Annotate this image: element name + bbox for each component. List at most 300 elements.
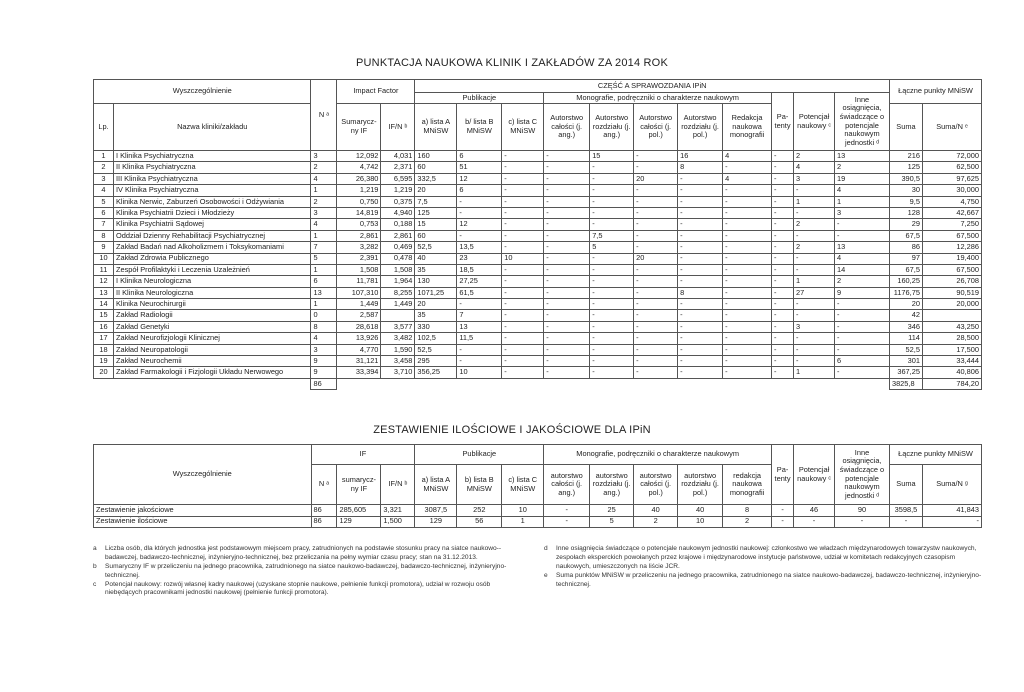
table-cell: 13,926 [337, 333, 381, 344]
table-cell: 16 [94, 321, 114, 332]
unit-name-cell: Zakład Neuropatologii [113, 344, 311, 355]
table-cell: 86 [311, 516, 337, 528]
table-cell: - [723, 253, 772, 264]
table-cell: - [794, 264, 835, 275]
table-cell: 1 [794, 276, 835, 287]
table-cell: 12,286 [922, 242, 981, 253]
table-cell: 3,458 [381, 356, 415, 367]
t2-hdr-lista-a: a) lista A MNiSW [415, 465, 457, 505]
table-cell [723, 378, 772, 389]
table-cell: - [794, 310, 835, 321]
table-cell: - [502, 333, 544, 344]
table-cell: - [502, 162, 544, 173]
table-cell: 15 [590, 151, 634, 162]
table-cell: 1176,75 [889, 287, 922, 298]
table-cell: 2 [794, 219, 835, 230]
footnote: c Potencjał naukowy: rozwój własnej kadry naukowej (uzyskane stopnie naukowe, pełnienie funkcji promotora), udział w rozwoju osób niebędących pracownikami jednostki naukowej (pełnienie funkcji promotora). [93, 580, 491, 597]
table1-title: PUNKTACJA NAUKOWA KLINIK I ZAKŁADÓW ZA 2014 ROK [356, 57, 668, 69]
table-cell: - [634, 151, 678, 162]
table-cell: 0 [311, 310, 337, 321]
table-cell: 2 [723, 516, 772, 528]
table-cell: 13 [457, 321, 502, 332]
table-cell: - [544, 356, 590, 367]
table-cell: - [723, 264, 772, 275]
table-cell: - [723, 162, 772, 173]
table-cell: 62,500 [922, 162, 981, 173]
footnotes-left [93, 545, 518, 598]
table-zestawienie [93, 444, 982, 528]
table-cell: - [634, 333, 678, 344]
t2-hdr-suma: Suma [889, 465, 922, 505]
table-cell: 4,742 [337, 162, 381, 173]
table-cell: 7,5 [590, 230, 634, 241]
table-cell: 3 [835, 207, 890, 218]
table-cell: - [590, 207, 634, 218]
table-cell: 1 [835, 196, 890, 207]
table-cell: 40,806 [922, 367, 981, 378]
table-cell: - [634, 230, 678, 241]
table-cell: - [502, 207, 544, 218]
table-cell: 3,321 [381, 505, 415, 517]
row-label-cell: Zestawienie jakościowe [94, 505, 312, 517]
table-cell: - [502, 299, 544, 310]
table-cell: - [502, 219, 544, 230]
table-cell: 97,625 [922, 173, 981, 184]
t2-hdr-aut-cal-ang: autorstwo całości (j. ang.) [544, 465, 590, 505]
table-cell: - [457, 207, 502, 218]
table-cell: 4,750 [922, 196, 981, 207]
table-cell: 28,500 [922, 333, 981, 344]
hdr-redakcja: Redakcja naukowa monografii [723, 104, 772, 151]
table-cell: - [723, 344, 772, 355]
table-cell: 33,394 [337, 367, 381, 378]
table-cell: 1 [794, 367, 835, 378]
table-row [94, 162, 982, 173]
table-cell: 301 [889, 356, 922, 367]
table-cell: 1 [94, 151, 114, 162]
table-cell: 67,5 [889, 230, 922, 241]
table-cell: - [502, 356, 544, 367]
table-cell: 13 [311, 287, 337, 298]
t2-hdr-wyszczegolnienie: Wyszczególnienie [94, 445, 312, 505]
table-cell: - [794, 185, 835, 196]
table-cell: - [544, 287, 590, 298]
table-cell: 52,5 [889, 344, 922, 355]
footnote: e Suma punktów MNiSW w przeliczeniu na jednego pracownika, zatrudnionego na siatce naukowo-badawczej, badawczo-technicznej, inżynieryjno-technicznej. [544, 571, 982, 588]
hdr-suma: Suma [889, 104, 922, 151]
hdr-aut-cal-ang: Autorstwo całości (j. ang.) [544, 104, 590, 151]
table-row [94, 207, 982, 218]
hdr-n: N ᵃ [311, 80, 337, 151]
table-cell: 2 [794, 151, 835, 162]
table-cell: 60 [415, 230, 457, 241]
table-cell [94, 378, 114, 389]
table-cell: - [772, 219, 794, 230]
table-cell: 60 [415, 162, 457, 173]
table-cell: 1071,25 [415, 287, 457, 298]
total-suma-n: 784,20 [922, 378, 981, 389]
table-cell: 20 [94, 367, 114, 378]
table-cell: - [544, 196, 590, 207]
table-cell: 86 [311, 505, 337, 517]
table-cell: - [772, 505, 794, 517]
table-cell: 2,587 [337, 310, 381, 321]
table-row [94, 505, 982, 517]
table-cell: - [634, 162, 678, 173]
table-cell: - [634, 299, 678, 310]
table-cell: - [678, 253, 723, 264]
table-cell: 3,577 [381, 321, 415, 332]
table-row [94, 264, 982, 275]
table-cell: - [590, 310, 634, 321]
table-punktacja [93, 79, 982, 390]
table-cell: 1 [794, 196, 835, 207]
hdr-laczne: Łączne punkty MNiSW [889, 80, 981, 104]
table-cell: - [590, 287, 634, 298]
table-cell: 42 [889, 310, 922, 321]
table-cell [337, 378, 381, 389]
table-cell: 27,25 [457, 276, 502, 287]
table-cell: - [590, 162, 634, 173]
hdr-czesc-a: CZĘŚĆ A SPRAWOZDANIA IPiN [415, 80, 890, 93]
table-cell [113, 378, 311, 389]
table2-title: ZESTAWIENIE ILOŚCIOWE I JAKOŚCIOWE DLA IPiN [373, 424, 651, 436]
table-cell: 97 [889, 253, 922, 264]
table-cell: 7 [311, 242, 337, 253]
table-cell: - [544, 185, 590, 196]
table-cell: 129 [415, 516, 457, 528]
total-row [94, 378, 982, 389]
hdr-wyszczegolnienie: Wyszczególnienie [94, 80, 311, 104]
table-row [94, 253, 982, 264]
hdr-aut-rozdz-ang: Autorstwo rozdziału (j. ang.) [590, 104, 634, 151]
table-cell: 20 [889, 299, 922, 310]
table-cell: 8 [94, 230, 114, 241]
table-cell: - [678, 207, 723, 218]
table-cell: 1,500 [381, 516, 415, 528]
table-cell: 29 [889, 219, 922, 230]
table-cell: - [590, 173, 634, 184]
hdr-lista-a: a) lista A MNiSW [415, 104, 457, 151]
table-cell [415, 378, 457, 389]
table-cell: 1,508 [381, 264, 415, 275]
table-cell: 3,282 [337, 242, 381, 253]
table-cell: 4 [723, 173, 772, 184]
table-cell: 8 [678, 162, 723, 173]
table-cell: - [772, 253, 794, 264]
t2-hdr-publikacje: Publikacje [415, 445, 544, 465]
unit-name-cell: Klinika Neurochirurgii [113, 299, 311, 310]
table-cell: - [634, 321, 678, 332]
table-cell: 3087,5 [415, 505, 457, 517]
table-cell: 7 [94, 219, 114, 230]
table-cell: 390,5 [889, 173, 922, 184]
table-cell: 125 [889, 162, 922, 173]
table-cell: - [678, 333, 723, 344]
table-cell: 4 [835, 253, 890, 264]
table-cell: 41,843 [922, 505, 981, 517]
hdr-lp: Lp. [94, 104, 114, 151]
table-cell: - [678, 173, 723, 184]
table-row [94, 196, 982, 207]
table-cell: - [835, 333, 890, 344]
table-row [94, 333, 982, 344]
table-cell: - [772, 321, 794, 332]
t2-hdr-if: IF [311, 445, 415, 465]
table-cell: - [835, 344, 890, 355]
table-cell: 14 [94, 299, 114, 310]
table-row [94, 287, 982, 298]
table-cell: 2 [835, 276, 890, 287]
table-cell: - [723, 185, 772, 196]
table-cell: - [794, 333, 835, 344]
table-cell: 130 [415, 276, 457, 287]
table-cell: - [590, 299, 634, 310]
table-cell: 72,000 [922, 151, 981, 162]
table-cell: - [544, 505, 590, 517]
table-cell: 40 [415, 253, 457, 264]
table-cell: - [544, 162, 590, 173]
table-cell: 26,708 [922, 276, 981, 287]
table-cell: 13 [835, 242, 890, 253]
table-cell: 19 [94, 356, 114, 367]
table-cell: - [772, 230, 794, 241]
table-cell: - [835, 310, 890, 321]
table-cell: 6 [835, 356, 890, 367]
table-cell: 6 [457, 185, 502, 196]
table-cell: - [678, 230, 723, 241]
table-row [94, 151, 982, 162]
table2-body [94, 505, 982, 528]
table-cell: - [590, 321, 634, 332]
table-cell: - [457, 230, 502, 241]
table-cell [381, 378, 415, 389]
table-cell: 3 [794, 173, 835, 184]
table-cell: - [772, 185, 794, 196]
table-cell: 330 [415, 321, 457, 332]
table-cell: - [794, 230, 835, 241]
table-cell: 11,781 [337, 276, 381, 287]
table-cell: 2 [94, 162, 114, 173]
table-cell: - [457, 196, 502, 207]
hdr-patenty: Pa-tenty [772, 93, 794, 151]
table-cell: - [502, 276, 544, 287]
table-row [94, 321, 982, 332]
table-cell: - [723, 230, 772, 241]
table-cell: - [544, 230, 590, 241]
table-cell: 4 [723, 151, 772, 162]
table-cell: 12 [457, 173, 502, 184]
table-cell: 4 [94, 185, 114, 196]
unit-name-cell: III Klinika Psychiatryczna [113, 173, 311, 184]
table-cell: 10 [94, 253, 114, 264]
table-cell: - [634, 196, 678, 207]
table-cell: 0,753 [337, 219, 381, 230]
table-cell: - [544, 151, 590, 162]
table-cell: 9 [835, 287, 890, 298]
table-cell: 4,940 [381, 207, 415, 218]
table-cell: - [634, 287, 678, 298]
table-cell: 3598,5 [889, 505, 922, 517]
unit-name-cell: Zakład Genetyki [113, 321, 311, 332]
table-cell: 19,400 [922, 253, 981, 264]
table-cell: - [634, 310, 678, 321]
footnote: a Liczba osób, dla których jednostka jest podstawowym miejscem pracy, zatrudnionych na podstawie stosunku pracy na siatce naukowo--badawczej, badawczo-technicznej, inżynieryjno-technicznej, bez przeliczania na pełny wymiar czasu pracy; stan na 31.12.2013. [93, 545, 502, 561]
table-cell: 0,469 [381, 242, 415, 253]
footnotes-right [544, 545, 984, 589]
table-cell: 61,5 [457, 287, 502, 298]
hdr-sumaryczny-if: Sumarycz-ny IF [337, 104, 381, 151]
table-cell: 35 [415, 264, 457, 275]
table-cell: - [502, 242, 544, 253]
table-cell: 128 [889, 207, 922, 218]
table-cell: - [772, 242, 794, 253]
table-cell: - [590, 344, 634, 355]
table-cell: - [794, 299, 835, 310]
table-cell: 19 [835, 173, 890, 184]
table-cell: - [723, 321, 772, 332]
table-cell: 4 [311, 219, 337, 230]
t2-hdr-aut-rozdz-pol: autorstwo rozdziału (j. pol.) [678, 465, 723, 505]
table-cell: 3 [311, 151, 337, 162]
table-cell: - [544, 321, 590, 332]
table-cell [502, 378, 544, 389]
table-cell: 9 [94, 242, 114, 253]
table-cell: 129 [337, 516, 381, 528]
table-cell: - [723, 242, 772, 253]
table-cell: 0,750 [337, 196, 381, 207]
hdr-potencjal: Potencjał naukowy ᶜ [794, 93, 835, 151]
table-cell: - [544, 367, 590, 378]
table-cell: - [634, 185, 678, 196]
table-cell: 1,964 [381, 276, 415, 287]
table-cell: 3 [311, 344, 337, 355]
table-cell: - [772, 276, 794, 287]
t2-hdr-inne: Inne osiągnięcia, świadczące o potencjale naukowym jednostki ᵈ [835, 445, 890, 505]
unit-name-cell: Klinika Nerwic, Zaburzeń Osobowości i Odżywiania [113, 196, 311, 207]
table-row [94, 219, 982, 230]
table-cell: 18 [94, 344, 114, 355]
table-row [94, 230, 982, 241]
table1-body [94, 151, 982, 390]
table-cell: 14 [835, 264, 890, 275]
table-cell: 20 [415, 185, 457, 196]
table-cell: - [772, 287, 794, 298]
table-cell: 356,25 [415, 367, 457, 378]
unit-name-cell: Zespół Profilaktyki i Leczenia Uzależnień [113, 264, 311, 275]
table-cell: 13 [835, 151, 890, 162]
table-cell: - [457, 299, 502, 310]
table-cell: 5 [590, 242, 634, 253]
table-row [94, 344, 982, 355]
table-cell: - [835, 321, 890, 332]
table-cell: - [590, 253, 634, 264]
table-cell: 3,482 [381, 333, 415, 344]
hdr-if-n: IF/N ᵇ [381, 104, 415, 151]
table-cell [794, 378, 835, 389]
table-cell: - [723, 287, 772, 298]
table-cell: - [723, 310, 772, 321]
table-cell: - [794, 344, 835, 355]
t2-hdr-sumaryczny-if: sumarycz-ny IF [337, 465, 381, 505]
table-row [94, 356, 982, 367]
table-cell: 1,219 [337, 185, 381, 196]
unit-name-cell: I Klinika Psychiatryczna [113, 151, 311, 162]
table-cell: 42,667 [922, 207, 981, 218]
table-cell [381, 310, 415, 321]
table-row [94, 516, 982, 528]
table-cell: 107,310 [337, 287, 381, 298]
table-cell: - [772, 367, 794, 378]
table-cell: 33,444 [922, 356, 981, 367]
table-cell: 9,5 [889, 196, 922, 207]
table-cell: 102,5 [415, 333, 457, 344]
table-cell: - [772, 151, 794, 162]
table-cell: - [835, 299, 890, 310]
table-cell [634, 378, 678, 389]
unit-name-cell: Klinika Psychiatrii Dzieci i Młodzieży [113, 207, 311, 218]
t2-hdr-aut-cal-pol: autorstwo całości (j. pol.) [634, 465, 678, 505]
table-cell: 346 [889, 321, 922, 332]
table-cell: 1,449 [381, 299, 415, 310]
table-cell: 86 [889, 242, 922, 253]
table-cell: 4,031 [381, 151, 415, 162]
table-cell: 13 [94, 287, 114, 298]
table-cell: 67,500 [922, 264, 981, 275]
table-cell: - [772, 299, 794, 310]
table-cell: - [794, 207, 835, 218]
table-cell: - [457, 356, 502, 367]
table-cell: - [544, 516, 590, 528]
table-cell: - [502, 287, 544, 298]
table-cell: 295 [415, 356, 457, 367]
unit-name-cell: Zakład Neurochemii [113, 356, 311, 367]
table-cell: 2 [634, 516, 678, 528]
table-cell: 8 [723, 505, 772, 517]
table-cell: - [634, 242, 678, 253]
table-row [94, 299, 982, 310]
hdr-lista-b: b/ lista B MNiSW [457, 104, 502, 151]
table-cell: - [544, 219, 590, 230]
table-cell: 67,5 [889, 264, 922, 275]
table-cell: - [544, 276, 590, 287]
table-cell: 14,819 [337, 207, 381, 218]
table-cell: - [634, 356, 678, 367]
table-cell: - [678, 276, 723, 287]
table-cell: 7 [457, 310, 502, 321]
table-cell: 252 [457, 505, 502, 517]
table-row [94, 276, 982, 287]
table-cell: 10 [678, 516, 723, 528]
table-cell: - [502, 321, 544, 332]
t2-hdr-potencjal: Potencjał naukowy ᶜ [794, 445, 835, 505]
table-cell: 3 [94, 173, 114, 184]
table-cell: - [502, 264, 544, 275]
table-cell: 35 [415, 310, 457, 321]
table-cell: 30 [889, 185, 922, 196]
table-cell: 4 [794, 162, 835, 173]
table-cell: 28,618 [337, 321, 381, 332]
table-row [94, 173, 982, 184]
table-cell: - [678, 185, 723, 196]
table-cell: - [772, 162, 794, 173]
table-row [94, 367, 982, 378]
footnote: b Sumaryczny IF w przeliczeniu na jednego pracownika, zatrudnionego na siatce naukowo-badawczej, badawczo-technicznej, inżynieryjno-technicznej. [93, 562, 507, 579]
table-cell: - [835, 367, 890, 378]
table-cell: - [678, 242, 723, 253]
table-cell: - [544, 207, 590, 218]
table-cell [678, 378, 723, 389]
